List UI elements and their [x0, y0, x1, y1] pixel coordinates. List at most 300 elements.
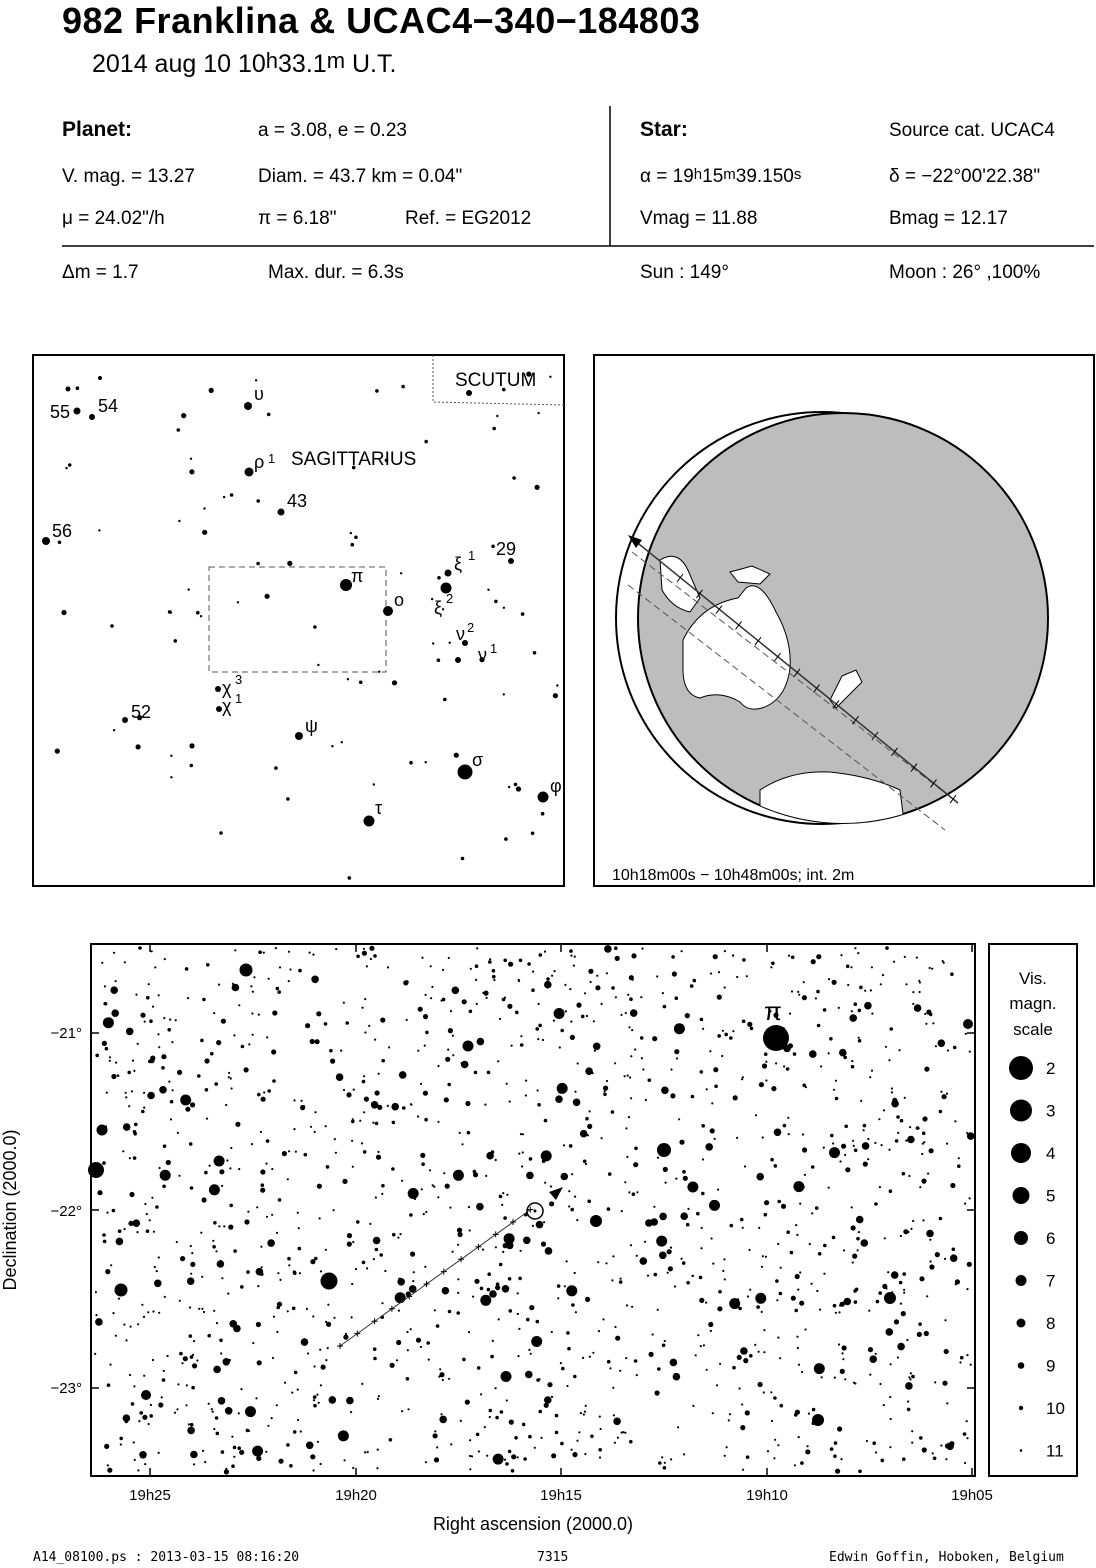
- chart-star: [828, 1052, 830, 1054]
- chart-star: [811, 1212, 813, 1214]
- chart-star: [922, 1219, 924, 1221]
- chart-star: [340, 1050, 342, 1052]
- chart-star: [654, 1273, 658, 1277]
- chart-star: [670, 1458, 672, 1460]
- chart-star: [218, 984, 220, 986]
- chart-star: [886, 1328, 894, 1336]
- chart-star: [208, 1403, 210, 1405]
- finder-star: [223, 496, 225, 498]
- chart-star: [389, 1438, 393, 1442]
- chart-star: [379, 1253, 383, 1257]
- finder-star: [170, 611, 172, 613]
- chart-star: [546, 977, 550, 981]
- finder-star: [188, 588, 190, 590]
- chart-star: [480, 1393, 482, 1395]
- chart-star: [233, 1325, 241, 1333]
- star-label-rho: ρ: [254, 452, 265, 472]
- finder-star: [76, 386, 80, 390]
- chart-star: [551, 1453, 556, 1458]
- chart-star: [363, 948, 365, 950]
- chart-star: [743, 1358, 748, 1363]
- chart-star: [595, 985, 600, 990]
- chart-star: [570, 1035, 575, 1040]
- chart-star: [750, 1027, 754, 1031]
- chart-star: [686, 1281, 690, 1285]
- chart-star: [897, 1356, 899, 1358]
- chart-star: [276, 987, 280, 991]
- chart-star: [151, 950, 153, 952]
- finder-star: [553, 693, 558, 698]
- chart-star: [679, 1140, 684, 1145]
- chart-star: [839, 1160, 841, 1162]
- star-label-56: 56: [52, 521, 73, 541]
- chart-star: [939, 1217, 943, 1221]
- star-label-upsilon: υ: [254, 384, 264, 404]
- chart-star: [190, 1102, 195, 1107]
- finder-star: [295, 732, 303, 740]
- chart-star: [171, 1041, 173, 1043]
- chart-star: [251, 1012, 253, 1014]
- chart-star: [630, 1009, 638, 1017]
- chart-star: [838, 1007, 840, 1009]
- chart-star: [206, 963, 210, 967]
- chart-star: [900, 1119, 904, 1123]
- chart-star: [134, 1123, 138, 1127]
- chart-star: [815, 997, 817, 999]
- scale-dot: [1020, 1449, 1023, 1452]
- chart-star: [436, 1324, 440, 1328]
- chart-star: [475, 979, 477, 981]
- chart-star: [938, 1039, 946, 1047]
- chart-star: [741, 1403, 743, 1405]
- chart-star: [893, 961, 895, 963]
- chart-star: [910, 1372, 912, 1374]
- chart-star: [444, 1097, 449, 1102]
- chart-star: [362, 1261, 366, 1265]
- chart-star: [625, 1357, 627, 1359]
- finder-star: [190, 764, 194, 768]
- chart-star: [257, 1285, 259, 1287]
- chart-star: [895, 1139, 899, 1143]
- chart-star: [239, 1450, 244, 1455]
- chart-star: [947, 1049, 949, 1051]
- chart-star-bright: [590, 1215, 602, 1227]
- chart-star: [107, 1464, 109, 1466]
- chart-star: [225, 1407, 233, 1415]
- chart-star: [631, 1306, 633, 1308]
- chart-star: [875, 1451, 877, 1453]
- chart-star: [288, 1150, 290, 1152]
- chart-star: [955, 1279, 960, 1284]
- chart-star: [378, 1073, 380, 1075]
- scale-title-line2: magn.: [1009, 994, 1057, 1013]
- chart-star: [901, 1311, 906, 1316]
- chart-star: [159, 1167, 161, 1169]
- chart-star: [583, 1413, 585, 1415]
- finder-star: [110, 624, 114, 628]
- chart-star: [205, 1088, 209, 1092]
- chart-star: [555, 1431, 559, 1435]
- chart-star: [313, 1395, 317, 1399]
- chart-star: [703, 1344, 705, 1346]
- chart-star: [434, 1430, 436, 1432]
- chart-star: [178, 1175, 180, 1177]
- chart-star: [266, 1139, 270, 1143]
- chart-star: [181, 1362, 183, 1364]
- chart-star: [425, 1461, 427, 1463]
- chart-star: [241, 1045, 245, 1049]
- chart-star: [580, 1130, 588, 1138]
- chart-star: [141, 1110, 145, 1114]
- chart-star: [326, 1165, 330, 1169]
- chart-star: [871, 1070, 873, 1072]
- chart-star: [146, 1213, 148, 1215]
- chart-star: [930, 1260, 932, 1262]
- chart-star: [530, 1353, 532, 1355]
- chart-star: [467, 1131, 471, 1135]
- chart-star: [175, 1019, 177, 1021]
- chart-star: [847, 984, 849, 986]
- finder-star: [535, 485, 540, 490]
- chart-star: [278, 1198, 282, 1202]
- chart-star: [133, 1130, 137, 1134]
- chart-star: [378, 1395, 380, 1397]
- finder-star: [181, 413, 186, 418]
- chart-star: [732, 955, 734, 957]
- chart-star: [686, 1223, 690, 1227]
- scale-label: 3: [1046, 1101, 1056, 1121]
- chart-star: [297, 1389, 299, 1391]
- chart-star: [267, 1239, 275, 1247]
- chart-star: [946, 1402, 948, 1404]
- chart-star: [130, 1326, 132, 1328]
- chart-star: [126, 1028, 134, 1036]
- chart-star: [966, 1288, 968, 1290]
- chart-star: [436, 1446, 438, 1448]
- chart-star: [673, 1373, 681, 1381]
- chart-star: [632, 979, 634, 981]
- chart-star: [816, 1290, 818, 1292]
- chart-star: [112, 1312, 114, 1314]
- chart-star: [570, 1021, 572, 1023]
- chart-star: [907, 1408, 911, 1412]
- chart-star: [189, 1306, 191, 1308]
- chart-star: [856, 1216, 864, 1224]
- chart-star: [204, 1461, 206, 1463]
- chart-star: [273, 1316, 275, 1318]
- chart-star: [118, 1298, 120, 1300]
- chart-star: [612, 1255, 614, 1257]
- chart-star-bright: [97, 1125, 108, 1136]
- chart-star: [219, 1339, 223, 1343]
- chart-star: [256, 1206, 258, 1208]
- chart-star: [682, 1170, 686, 1174]
- chart-star: [391, 1167, 395, 1171]
- chart-star: [538, 1024, 542, 1028]
- chart-star: [161, 1396, 163, 1398]
- chart-star: [771, 1086, 776, 1091]
- chart-star: [919, 1436, 923, 1440]
- chart-star: [916, 957, 918, 959]
- chart-star: [248, 1043, 250, 1045]
- chart-star: [499, 1263, 503, 1267]
- chart-star: [716, 1384, 718, 1386]
- chart-star: [554, 1008, 565, 1019]
- asteroid-track: [340, 1210, 530, 1346]
- chart-star: [298, 1227, 300, 1229]
- chart-star: [119, 1437, 123, 1441]
- chart-star: [812, 1408, 816, 1412]
- chart-star: [391, 1103, 399, 1111]
- chart-star: [765, 1061, 767, 1063]
- chart-star: [877, 1300, 879, 1302]
- chart-star: [912, 1003, 914, 1005]
- chart-star: [578, 1431, 580, 1433]
- chart-star: [692, 1405, 694, 1407]
- chart-star: [143, 1375, 145, 1377]
- chart-star: [780, 1267, 782, 1269]
- chart-star: [498, 1318, 500, 1320]
- chart-star: [489, 1409, 493, 1413]
- finder-star: [42, 537, 50, 545]
- chart-star: [256, 1268, 264, 1276]
- chart-star: [101, 962, 103, 964]
- chart-star: [392, 1233, 396, 1237]
- chart-star: [832, 1236, 836, 1240]
- chart-star: [594, 1050, 596, 1052]
- chart-star: [472, 1296, 474, 1298]
- chart-star: [380, 1018, 385, 1023]
- chart-star: [602, 1318, 604, 1320]
- chart-star: [177, 1070, 182, 1075]
- chart-star: [426, 1341, 430, 1345]
- chart-star: [312, 954, 314, 956]
- finder-star: [400, 572, 402, 574]
- chart-star: [377, 1449, 379, 1451]
- planet-parallax: π = 6.18": [258, 208, 337, 229]
- scale-dot: [1018, 1362, 1025, 1369]
- chart-star: [711, 1237, 713, 1239]
- chart-star: [325, 1125, 327, 1127]
- chart-star: [650, 1218, 658, 1226]
- chart-star: [840, 1458, 842, 1460]
- chart-star: [742, 1020, 746, 1024]
- chart-star: [525, 1371, 533, 1379]
- chart-star: [779, 1357, 781, 1359]
- chart-star: [557, 1083, 568, 1094]
- chart-star: [478, 1450, 480, 1452]
- chart-star: [942, 960, 944, 962]
- chart-star: [537, 1103, 541, 1107]
- finder-star: [265, 594, 270, 599]
- chart-star: [811, 959, 816, 964]
- chart-star: [887, 1271, 889, 1273]
- chart-star: [518, 980, 520, 982]
- chart-star: [288, 1264, 290, 1266]
- star-label-omicron: ο: [394, 590, 405, 610]
- chart-star: [430, 997, 432, 999]
- chart-star: [765, 1256, 767, 1258]
- chart-star: [457, 1244, 459, 1246]
- chart-star: [574, 1091, 576, 1093]
- chart-star: [240, 1388, 242, 1390]
- chart-star: [933, 1457, 937, 1461]
- chart-star: [531, 988, 535, 992]
- chart-star: [569, 1144, 573, 1148]
- chart-star: [891, 1091, 893, 1093]
- chart-star: [625, 1012, 627, 1014]
- finder-star: [68, 463, 72, 467]
- track-direction-arrow: [549, 1187, 563, 1200]
- chart-star: [369, 1223, 371, 1225]
- chart-star: [144, 1203, 146, 1205]
- chart-star-bright: [88, 1162, 104, 1178]
- chart-star: [423, 1014, 428, 1019]
- chart-star: [854, 947, 856, 949]
- finder-star: [375, 389, 379, 393]
- finder-star: [354, 536, 358, 540]
- chart-star: [736, 1137, 738, 1139]
- chart-star: [506, 1194, 508, 1196]
- chart-star: [381, 1193, 383, 1195]
- chart-star: [425, 1211, 427, 1213]
- chart-star: [215, 1250, 217, 1252]
- chart-star: [149, 1219, 151, 1221]
- chart-star: [143, 1107, 145, 1109]
- chart-star: [158, 1402, 163, 1407]
- chart-star: [695, 1354, 697, 1356]
- chart-star: [944, 1319, 946, 1321]
- chart-star: [267, 1425, 269, 1427]
- chart-star: [476, 1433, 480, 1437]
- chart-star: [408, 1188, 419, 1199]
- chart-star: [737, 1355, 742, 1360]
- chart-star: [129, 1192, 134, 1197]
- chart-star: [476, 947, 478, 949]
- chart-star: [740, 1425, 745, 1430]
- finder-star: [432, 642, 434, 644]
- chart-star: [802, 1133, 804, 1135]
- finder-star: [170, 755, 172, 757]
- chart-star: [926, 1010, 931, 1015]
- chart-star: [816, 954, 821, 959]
- chart-star: [373, 1347, 377, 1351]
- chart-star: [830, 1134, 834, 1138]
- scale-title-line1: Vis.: [1018, 969, 1048, 988]
- chart-star: [410, 1252, 415, 1257]
- chart-star: [160, 1170, 171, 1181]
- chart-star: [554, 970, 556, 972]
- chart-star: [399, 1071, 407, 1079]
- chart-star: [227, 1293, 229, 1295]
- chart-star: [321, 1365, 326, 1370]
- chart-star: [461, 1061, 469, 1069]
- chart-star: [585, 1067, 593, 1075]
- chart-star: [439, 1368, 441, 1370]
- chart-star: [289, 968, 291, 970]
- chart-star: [204, 1058, 209, 1063]
- chart-star: [487, 1272, 491, 1276]
- chart-star: [779, 1292, 783, 1296]
- finder-star: [351, 543, 355, 547]
- star-label-xi2: ξ: [434, 598, 443, 618]
- chart-star: [289, 1464, 293, 1468]
- chart-star: [604, 945, 612, 953]
- chart-star: [201, 1276, 203, 1278]
- chart-star: [719, 1363, 721, 1365]
- finder-star: [200, 615, 202, 617]
- chart-star: [265, 1163, 267, 1165]
- chart-star: [503, 1243, 508, 1248]
- chart-star: [377, 1105, 382, 1110]
- chart-star: [364, 998, 366, 1000]
- chart-star: [958, 1157, 960, 1159]
- chart-star: [352, 1166, 354, 1168]
- chart-star: [634, 1147, 638, 1151]
- chart-star: [437, 1196, 439, 1198]
- chart-star: [614, 1442, 616, 1444]
- chart-star: [612, 1387, 614, 1389]
- chart-star: [284, 1382, 286, 1384]
- chart-star: [103, 1017, 114, 1028]
- chart-star: [544, 1119, 548, 1123]
- chart-star: [413, 1271, 415, 1273]
- chart-star: [112, 1209, 116, 1213]
- chart-star: [593, 1020, 595, 1022]
- chart-star: [741, 1078, 743, 1080]
- chart-star: [917, 1332, 922, 1337]
- chart-star: [311, 1456, 313, 1458]
- chart-star-bright: [240, 964, 253, 977]
- chart-star: [931, 968, 933, 970]
- chart-star: [964, 1462, 966, 1464]
- chart-star: [787, 1117, 789, 1119]
- chart-star: [911, 1442, 913, 1444]
- chart-star: [188, 1423, 190, 1425]
- chart-star: [670, 1359, 678, 1367]
- chart-star: [696, 1212, 700, 1216]
- chart-star: [927, 1173, 929, 1175]
- chart-star: [310, 1259, 315, 1264]
- chart-star: [94, 1353, 96, 1355]
- chart-star: [153, 1231, 155, 1233]
- chart-star: [316, 1394, 318, 1396]
- chart-star: [470, 968, 472, 970]
- chart-star: [902, 1172, 906, 1176]
- chart-star: [700, 1247, 702, 1249]
- chart-star: [189, 1142, 193, 1146]
- chart-star: [525, 1080, 527, 1082]
- chart-star: [448, 957, 450, 959]
- chart-star: [963, 1432, 967, 1436]
- chart-star: [701, 1124, 705, 1128]
- finder-star: [255, 379, 257, 381]
- chart-star: [678, 1118, 680, 1120]
- scale-label: 9: [1046, 1356, 1056, 1376]
- chart-star: [159, 1086, 167, 1094]
- chart-star: [515, 1011, 519, 1015]
- finder-star: [190, 458, 192, 460]
- ra-hour-unit: h: [693, 166, 703, 183]
- finder-star: [538, 792, 549, 803]
- chart-star: [509, 1100, 511, 1102]
- chart-star: [540, 1437, 542, 1439]
- chart-star: [560, 1362, 562, 1364]
- ra-minute-unit: m: [723, 166, 736, 183]
- finder-star: [74, 408, 81, 415]
- chart-star: [555, 1095, 563, 1103]
- chart-star: [258, 1014, 260, 1016]
